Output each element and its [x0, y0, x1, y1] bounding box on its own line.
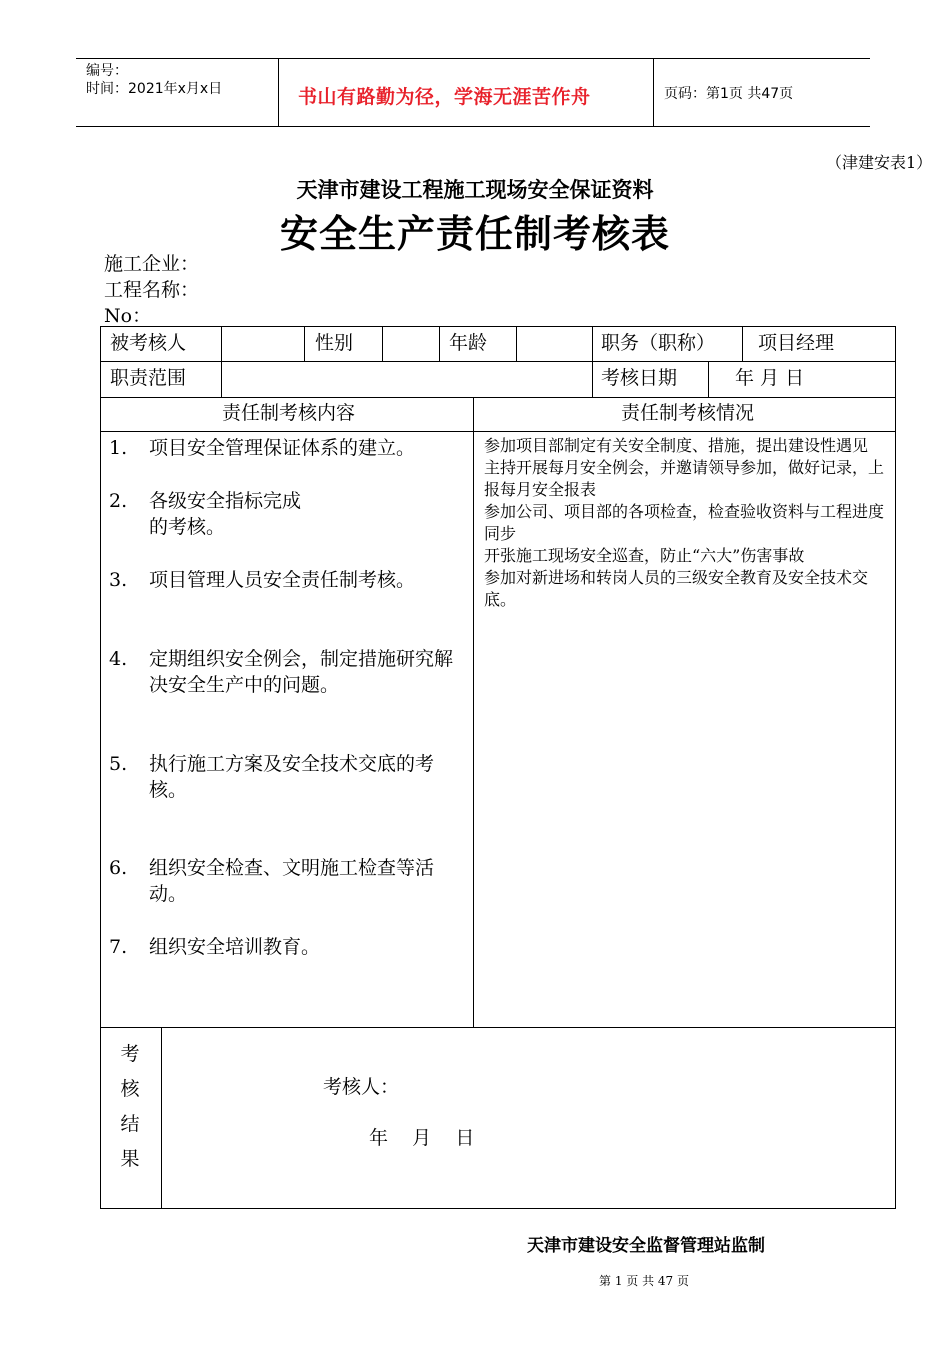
situation-line: 参加项目部制定有关安全制度、措施，提出建设性遇见 [484, 436, 869, 455]
item-text: 项目安全管理保证体系的建立。 [149, 437, 416, 459]
position-label: 职务（职称） [601, 332, 716, 354]
page-label: 页码：第1页 共47页 [664, 86, 794, 102]
item-text: 各级安全指标完成的考核。 [149, 490, 302, 538]
assessment-table [100, 326, 896, 1209]
content-column-header: 责任制考核内容 [222, 402, 356, 424]
header-top-rule [76, 58, 870, 59]
header-divider-1 [278, 58, 279, 126]
row2-divider-b [592, 361, 593, 397]
item-text: 组织安全培训教育。 [149, 936, 321, 958]
item-text: 组织安全检查、文明施工检查等活动。 [149, 857, 435, 905]
situation-line: 主持开展每月安全例会，并邀请领导参加，做好记录，上报每月安全报表 [484, 458, 885, 499]
serial-label: 编号： [86, 63, 128, 79]
item-number: 6. [109, 857, 128, 879]
situation-line: 开张施工现场安全巡查，防止“六大”伤害事故 [484, 546, 805, 565]
result-column-divider [161, 1027, 162, 1208]
result-label-char: 核 [120, 1078, 140, 1100]
item-number: 5. [109, 753, 128, 775]
row1-divider-g [742, 327, 743, 361]
header-row-bottom-rule [101, 431, 895, 432]
form-title: 安全生产责任制考核表 [279, 212, 670, 256]
company-label: 施工企业： [104, 253, 200, 275]
row1-divider-e [516, 327, 517, 361]
page-number: 第 1 页 共 47 页 [599, 1274, 689, 1288]
row1-divider-c [382, 327, 383, 361]
result-label-char: 果 [120, 1148, 140, 1170]
item-text: 项目管理人员安全责任制考核。 [149, 569, 416, 591]
row1-divider-f [592, 327, 593, 361]
item-number: 4. [109, 648, 128, 670]
date-label: 考核日期 [601, 367, 678, 389]
situation-column-header: 责任制考核情况 [621, 402, 755, 424]
item-number: 2. [109, 490, 128, 512]
row2-divider-c [708, 361, 709, 397]
age-label: 年龄 [449, 332, 488, 354]
result-label-char: 考 [120, 1043, 140, 1065]
assessee-label: 被考核人 [110, 332, 187, 354]
date-value: 年 月 日 [735, 367, 805, 389]
item-number: 1. [109, 437, 128, 459]
project-label: 工程名称： [104, 279, 200, 301]
scope-label: 职责范围 [110, 367, 187, 389]
row1-divider-a [221, 327, 222, 361]
header-divider-2 [653, 58, 654, 126]
no-label: No： [104, 305, 152, 327]
item-text: 执行施工方案及安全技术交底的考核。 [149, 753, 435, 801]
assessor-label: 考核人： [323, 1076, 400, 1098]
form-code: （津建安表1） [826, 153, 933, 172]
gender-label: 性别 [315, 332, 354, 354]
situation-line: 参加公司、项目部的各项检查，检查验收资料与工程进度同步 [484, 502, 885, 543]
result-label [118, 1037, 142, 1177]
slogan: 书山有路勤为径，学海无涯苦作舟 [298, 86, 591, 108]
content-bottom-rule [101, 1027, 895, 1028]
item-number: 7. [109, 936, 128, 958]
row1-divider-b [304, 327, 305, 361]
issuing-organization: 天津市建设安全监督管理站监制 [527, 1236, 765, 1256]
time-label: 时间：2021年x月x日 [86, 81, 223, 97]
item-number: 3. [109, 569, 128, 591]
result-label-char: 结 [120, 1113, 140, 1135]
content-column-divider [473, 397, 474, 1027]
row2-bottom-rule [101, 397, 895, 398]
row2-divider-a [221, 361, 222, 397]
document-title: 天津市建设工程施工现场安全保证资料 [296, 178, 654, 202]
situation-line: 参加对新进场和转岗人员的三级安全教育及安全技术交底。 [484, 568, 869, 609]
situation-text [484, 435, 889, 611]
item-text: 定期组织安全例会，制定措施研究解决安全生产中的问题。 [149, 648, 454, 696]
result-date: 年 月 日 [369, 1127, 475, 1149]
position-value: 项目经理 [758, 332, 835, 354]
header-bottom-rule [76, 126, 870, 127]
row1-divider-d [439, 327, 440, 361]
